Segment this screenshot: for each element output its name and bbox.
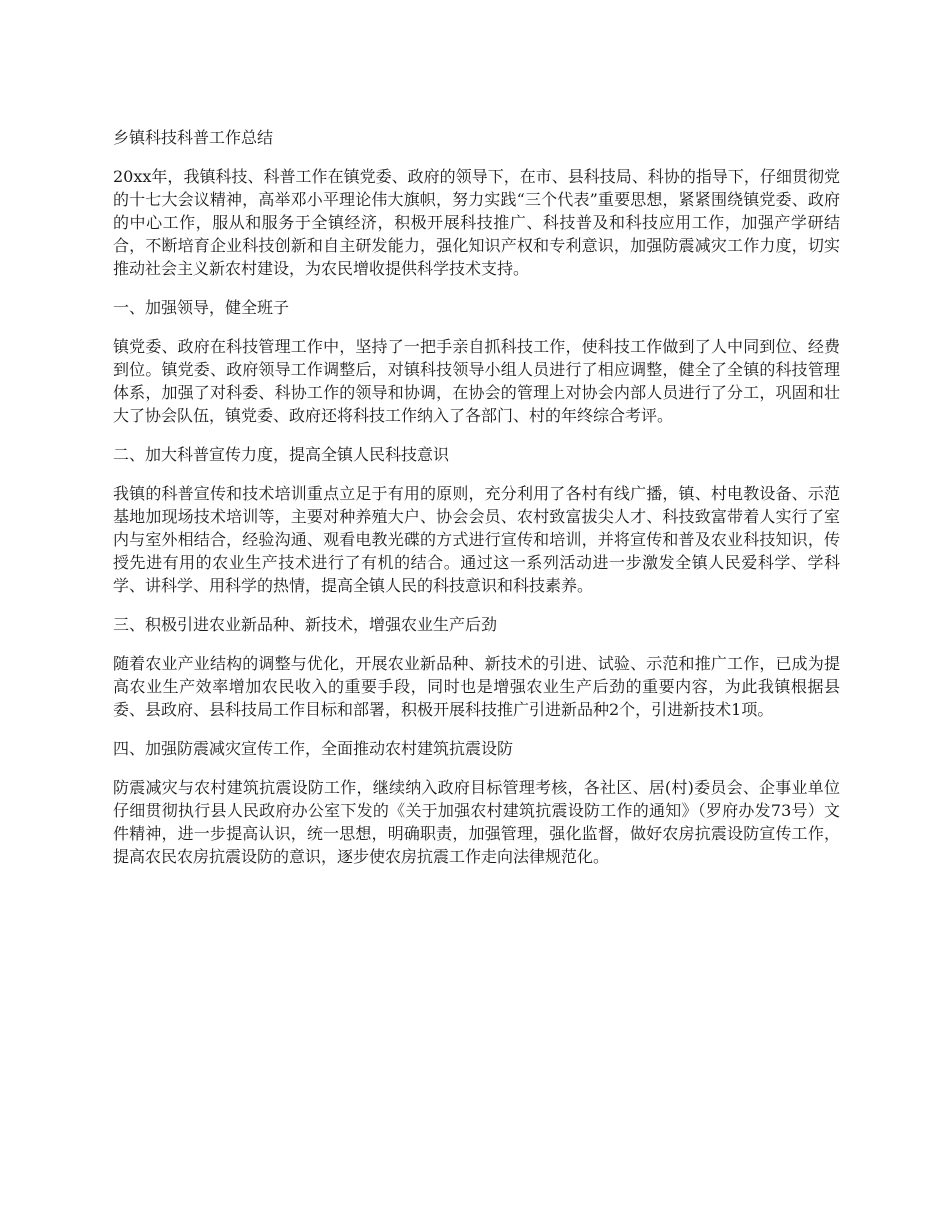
section-heading-4: 四、加强防震减灾宣传工作，全面推动农村建筑抗震设防 xyxy=(113,739,514,758)
section-body-2: 我镇的科普宣传和技术培训重点立足于有用的原则，充分利用了各村有线广播，镇、村电教设备、示范基地加现场技术培训等，主要对种养殖大户、协会会员、农村致富拔尖人才、科技致富带着人实行了室内与室外相结合，经验沟通、观看电教光碟的方式进行宣传和培训，并将宣传和普及农业科技知识，传授先进有用的农业生产技术进行了有机的结合。通过这一系列活动进一步激发全镇人民爱科学、学科学、讲科学、用科学的热情，提高全镇人民的科技意识和科技素养。 xyxy=(113,484,840,595)
section-heading-1: 一、加强领导，健全班子 xyxy=(113,298,290,317)
document-body xyxy=(113,126,840,884)
section-body-3: 随着农业产业结构的调整与优化，开展农业新品种、新技术的引进、试验、示范和推广工作，已成为提高农业生产效率增加农民收入的重要手段，同时也是增强农业生产后劲的重要内容，为此我镇根据县委、县政府、县科技局工作目标和部署，积极开展科技推广引进新品种2个，引进新技术1项。 xyxy=(113,654,840,719)
section-body-4: 防震减灾与农村建筑抗震设防工作，继续纳入政府目标管理考核，各社区、居(村)委员会、企事业单位仔细贯彻执行县人民政府办公室下发的《关于加强农村建筑抗震设防工作的通知》（罗府办发73号）文件精神，进一步提高认识，统一思想，明确职责，加强管理，强化监督，做好农房抗震设防宣传工作，提高农民农房抗震设防的意识，逐步使农房抗震工作走向法律规范化。 xyxy=(113,778,840,866)
document-title: 乡镇科技科普工作总结 xyxy=(113,128,274,147)
section-heading-2: 二、加大科普宣传力度，提高全镇人民科技意识 xyxy=(113,445,450,464)
intro-paragraph: 20xx年，我镇科技、科普工作在镇党委、政府的领导下，在市、县科技局、科协的指导下，仔细贯彻党的十七大会议精神，高举邓小平理论伟大旗帜，努力实践“三个代表”重要思想，紧紧围绕镇党委、政府的中心工作，服从和服务于全镇经济，积极开展科技推广、科技普及和科技应用工作，加强产学研结合，不断培育企业科技创新和自主研发能力，强化知识产权和专利意识，加强防震减灾工作力度，切实推动社会主义新农村建设，为农民增收提供科学技术支持。 xyxy=(113,167,840,278)
section-body-1: 镇党委、政府在科技管理工作中，坚持了一把手亲自抓科技工作，使科技工作做到了人中同到位、经费到位。镇党委、政府领导工作调整后，对镇科技领导小组人员进行了相应调整，健全了全镇的科技管理体系，加强了对科委、科协工作的领导和协调，在协会的管理上对协会内部人员进行了分工，巩固和壮大了协会队伍，镇党委、政府还将科技工作纳入了各部门、村的年终综合考评。 xyxy=(113,337,840,425)
section-heading-3: 三、积极引进农业新品种、新技术，增强农业生产后劲 xyxy=(113,615,498,634)
